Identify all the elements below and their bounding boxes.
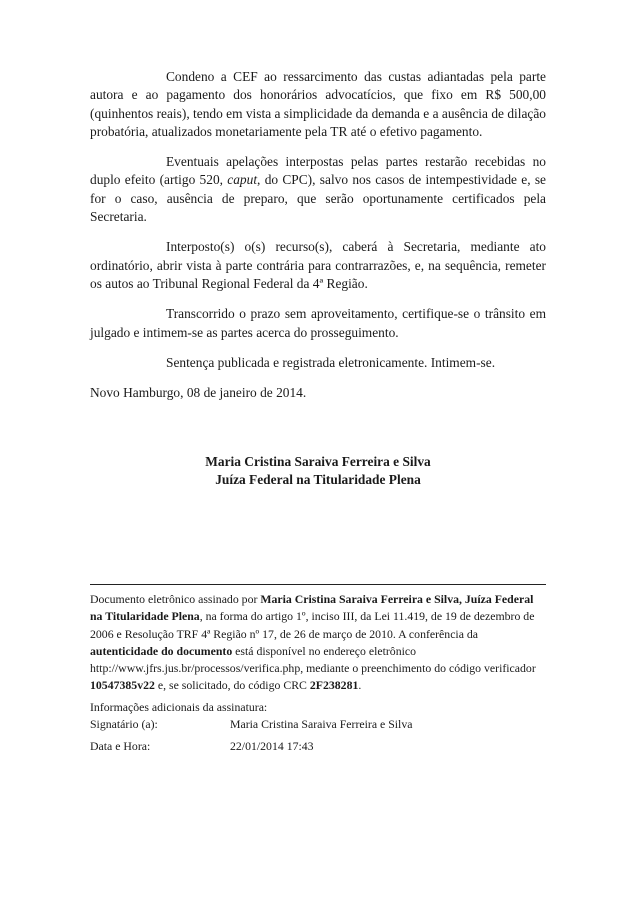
notice-signer: Maria Cristina Saraiva Ferreira e Silva, Juíza Federal na Titularidade Plena (90, 592, 534, 624)
appeals-text-start: Eventuais apelações interpostas pelas partes restarão recebidas no duplo efeito (artigo 520, (90, 154, 546, 188)
appeals-italic-term: caput (227, 172, 258, 188)
notice-text-1: Documento eletrônico assinado por (90, 592, 261, 606)
paragraph-appeals (90, 153, 546, 226)
paragraph-publication: Sentença publicada e registrada eletronicamente. Intimem-se. (166, 354, 496, 370)
row-value: 22/01/2014 17:43 (230, 739, 314, 754)
signature-info-row-datetime (90, 738, 546, 760)
footer-divider (90, 584, 546, 585)
crc-code: 2F238281 (309, 678, 359, 693)
signature-info-row-signer (90, 716, 546, 738)
place-and-date: Novo Hamburgo, 08 de janeiro de 2014. (90, 385, 307, 401)
notice-text-5: . (358, 678, 362, 693)
appeals-text-end: , do CPC), salvo nos casos de intempestividade e, se for o caso, ausência de preparo, que serão oportunamente certificados pela Secretaria. (90, 172, 546, 225)
notice-text-2: , na forma do artigo 1º, inciso III, da Lei 11.419, de 19 de dezembro de 2006 e Resolução TRF 4ª Região nº 17, de 26 de março de 2010. A conferência da (90, 609, 535, 641)
paragraph-costs: Condeno a CEF ao ressarcimento das custas adiantadas pela parte autora e ao pagamento dos honorários advocatícios, que fixo em R$ 500,00 (quinhentos reais), tendo em vista a simplicidade da demanda e a ausência de dilação probatória, atualizados monetariamente pela TR até o efetivo pagamento. (90, 69, 546, 139)
signature-notice (90, 591, 546, 695)
signer-name: Maria Cristina Saraiva Ferreira e Silva (205, 454, 431, 469)
signature-block (90, 453, 546, 490)
verification-code: 10547385v22 (90, 678, 155, 693)
paragraph-res-judicata: Transcorrido o prazo sem aproveitamento, certifique-se o trânsito em julgado e intimem-se as partes acerca do prosseguimento. (90, 306, 546, 340)
signer-title: Juíza Federal na Titularidade Plena (215, 472, 421, 488)
notice-text-4: e, se solicitado, do código CRC (154, 678, 310, 693)
row-value: Maria Cristina Saraiva Ferreira e Silva (230, 717, 413, 732)
paragraph-appeal-procedure: Interposto(s) o(s) recurso(s), caberá à Secretaria, mediante ato ordinatório, abrir vista à parte contrária para contrarrazões, e, na sequência, remeter os autos ao Tribunal Regional Federal da 4ª Região. (90, 239, 546, 291)
decision-body (90, 68, 546, 414)
signature-info-title: Informações adicionais da assinatura: (90, 699, 268, 714)
notice-authenticity: autenticidade do documento (90, 643, 233, 658)
notice-text-3: está disponível no endereço eletrônico http://www.jfrs.jus.br/processos/verifica.php, mediante o preenchimento do código verificador (90, 643, 536, 676)
electronic-signature-footer (90, 591, 546, 760)
row-key: Signatário (a): (90, 717, 158, 732)
row-key: Data e Hora: (90, 739, 151, 754)
